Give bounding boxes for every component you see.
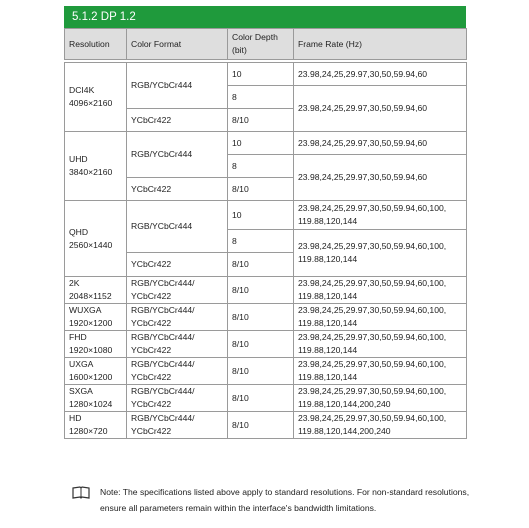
color-depth-cell: 8	[228, 86, 294, 109]
resolution-name: QHD	[69, 226, 89, 237]
color-depth-cell	[228, 304, 294, 331]
color-depth-cell-line: 8/10	[232, 365, 249, 376]
color-format-cell: RGB/YCbCr444	[127, 132, 228, 178]
frame-rate-cell	[294, 277, 467, 304]
color-format-cell-line: YCbCr422	[131, 291, 172, 301]
header-row	[65, 29, 467, 60]
resolution-cell	[65, 277, 127, 304]
resolution-cell-line: 2K	[69, 278, 80, 288]
frame-rate-line1: 23.98,24,25,29.97,30,50,59.94,60,100,	[298, 203, 447, 213]
frame-rate-cell	[294, 304, 467, 331]
header-color-depth	[228, 29, 294, 60]
color-format-cell-line: YCbCr422	[131, 345, 172, 355]
color-format-cell-line: RGB/YCbCr444/	[131, 359, 195, 369]
frame-rate-cell: 23.98,24,25,29.97,30,50,59.94,60	[294, 132, 467, 155]
resolution-cell-line: 1280×1024	[69, 399, 113, 409]
color-depth-cell-line: 8/10	[232, 311, 249, 322]
resolution-name: DCI4K	[69, 85, 95, 95]
resolution-cell	[65, 358, 127, 385]
frame-rate-cell-line: 23.98,24,25,29.97,30,50,59.94,60,100,	[298, 332, 447, 342]
color-depth-cell: 8	[228, 155, 294, 178]
color-depth-cell-line: 8/10	[232, 392, 249, 403]
color-format-cell: YCbCr422	[127, 109, 228, 132]
header-color-format: Color Format	[127, 29, 228, 60]
frame-rate-cell-line: 23.98,24,25,29.97,30,50,59.94,60,100,	[298, 413, 447, 423]
color-format-cell-line: RGB/YCbCr444/	[131, 413, 195, 423]
resolution-cell	[65, 63, 127, 132]
header-resolution: Resolution	[65, 29, 127, 60]
resolution-size: 4096×2160	[69, 98, 113, 108]
frame-rate-cell	[294, 331, 467, 358]
frame-rate-cell-line: 23.98,24,25,29.97,30,50,59.94,60,100,	[298, 278, 447, 288]
frame-rate-cell-line: 23.98,24,25,29.97,30,50,59.94,60,100,	[298, 386, 447, 396]
color-format-cell-line: YCbCr422	[131, 318, 172, 328]
table-row	[65, 385, 467, 412]
resolution-cell-line: HD	[69, 413, 82, 423]
color-format-cell-line: YCbCr422	[131, 372, 172, 382]
simple-rows-group	[65, 277, 467, 439]
color-depth-cell: 8/10	[228, 109, 294, 132]
frame-rate-cell-line: 119.88,120,144,200,240	[298, 426, 391, 436]
color-format-cell-line: RGB/YCbCr444/	[131, 305, 195, 315]
color-depth-cell	[228, 385, 294, 412]
table-row	[65, 63, 467, 86]
color-depth-cell: 8/10	[228, 178, 294, 201]
color-depth-cell-line: 8/10	[232, 284, 249, 295]
color-format-cell-line: YCbCr422	[131, 426, 172, 436]
frame-rate-cell-line: 119.88,120,144	[298, 291, 358, 301]
resolution-name: UHD	[69, 154, 88, 164]
color-depth-cell: 10	[228, 132, 294, 155]
frame-rate-cell-line: 119.88,120,144	[298, 318, 358, 328]
frame-rate-cell: 23.98,24,25,29.97,30,50,59.94,60	[294, 155, 467, 201]
color-format-cell-line: RGB/YCbCr444/	[131, 278, 195, 288]
color-format-cell	[127, 358, 228, 385]
table-row	[65, 277, 467, 304]
color-format-cell	[127, 385, 228, 412]
table-row	[65, 412, 467, 439]
resolution-cell-line: 1600×1200	[69, 372, 113, 382]
color-depth-cell: 10	[228, 63, 294, 86]
frame-rate-cell-line: 119.88,120,144	[298, 345, 358, 355]
frame-rate-cell-line: 119.88,120,144,200,240	[298, 399, 391, 409]
color-format-cell	[127, 304, 228, 331]
color-depth-cell: 10	[228, 201, 294, 230]
frame-rate-line1: 23.98,24,25,29.97,30,50,59.94,60,100,	[298, 241, 447, 251]
color-format-cell-line: YCbCr422	[131, 399, 172, 409]
note-text: Note: The specifications listed above apply to standard resolutions. For non-standard resolutions, ensure all parameters remain within the interface's bandwidth limitations.	[100, 487, 470, 513]
frame-rate-cell-line: 23.98,24,25,29.97,30,50,59.94,60,100,	[298, 359, 447, 369]
color-format-cell	[127, 412, 228, 439]
resolution-cell	[65, 304, 127, 331]
frame-rate-cell: 23.98,24,25,29.97,30,50,59.94,60	[294, 63, 467, 86]
frame-rate-line2: 119.88,120,144	[298, 216, 358, 226]
frame-rate-cell	[294, 385, 467, 412]
frame-rate-cell-line: 119.88,120,144	[298, 372, 358, 382]
resolution-cell-line: FHD	[69, 332, 87, 342]
table-row	[65, 358, 467, 385]
resolution-cell	[65, 132, 127, 201]
color-depth-cell-line: 8/10	[232, 338, 249, 349]
color-format-cell	[127, 277, 228, 304]
color-depth-cell: 8/10	[228, 253, 294, 277]
resolution-cell-line: WUXGA	[69, 305, 102, 315]
color-format-cell: YCbCr422	[127, 253, 228, 277]
table-row	[65, 331, 467, 358]
frame-rate-cell: 23.98,24,25,29.97,30,50,59.94,60	[294, 86, 467, 132]
color-depth-cell-line: 8/10	[232, 419, 249, 430]
frame-rate-cell	[294, 201, 467, 230]
section-title: 5.1.2 DP 1.2	[64, 6, 466, 28]
table-row	[65, 304, 467, 331]
color-format-cell: YCbCr422	[127, 178, 228, 201]
frame-rate-cell	[294, 230, 467, 277]
color-format-cell: RGB/YCbCr444	[127, 201, 228, 253]
frame-rate-cell-line: 23.98,24,25,29.97,30,50,59.94,60,100,	[298, 305, 447, 315]
header-color-depth-line2: (bit)	[232, 45, 247, 55]
book-icon	[72, 486, 90, 500]
color-format-cell-line: RGB/YCbCr444/	[131, 332, 195, 342]
header-color-depth-line1: Color Depth	[232, 32, 278, 42]
resolution-cell	[65, 385, 127, 412]
resolution-cell-line: 1920×1200	[69, 318, 113, 328]
color-depth-cell	[228, 277, 294, 304]
color-depth-cell	[228, 358, 294, 385]
frame-rate-cell	[294, 412, 467, 439]
color-depth-cell	[228, 412, 294, 439]
table-row	[65, 201, 467, 230]
resolution-cell-line: UXGA	[69, 359, 94, 369]
spec-section	[64, 6, 466, 439]
color-format-cell	[127, 331, 228, 358]
color-format-cell: RGB/YCbCr444	[127, 63, 228, 109]
resolution-cell-line: 1280×720	[69, 426, 108, 436]
resolution-size: 3840×2160	[69, 167, 113, 177]
table-row	[65, 132, 467, 155]
spec-table	[64, 28, 467, 439]
resolution-cell-line: SXGA	[69, 386, 93, 396]
resolution-cell-line: 2048×1152	[69, 291, 112, 301]
resolution-size: 2560×1440	[69, 239, 113, 250]
frame-rate-cell	[294, 358, 467, 385]
resolution-cell	[65, 331, 127, 358]
resolution-cell-line: 1920×1080	[69, 345, 113, 355]
frame-rate-line2: 119.88,120,144	[298, 254, 358, 264]
color-depth-cell	[228, 331, 294, 358]
resolution-cell	[65, 201, 127, 277]
color-format-cell-line: RGB/YCbCr444/	[131, 386, 195, 396]
resolution-cell	[65, 412, 127, 439]
color-depth-cell: 8	[228, 230, 294, 253]
header-frame-rate: Frame Rate (Hz)	[294, 29, 467, 60]
